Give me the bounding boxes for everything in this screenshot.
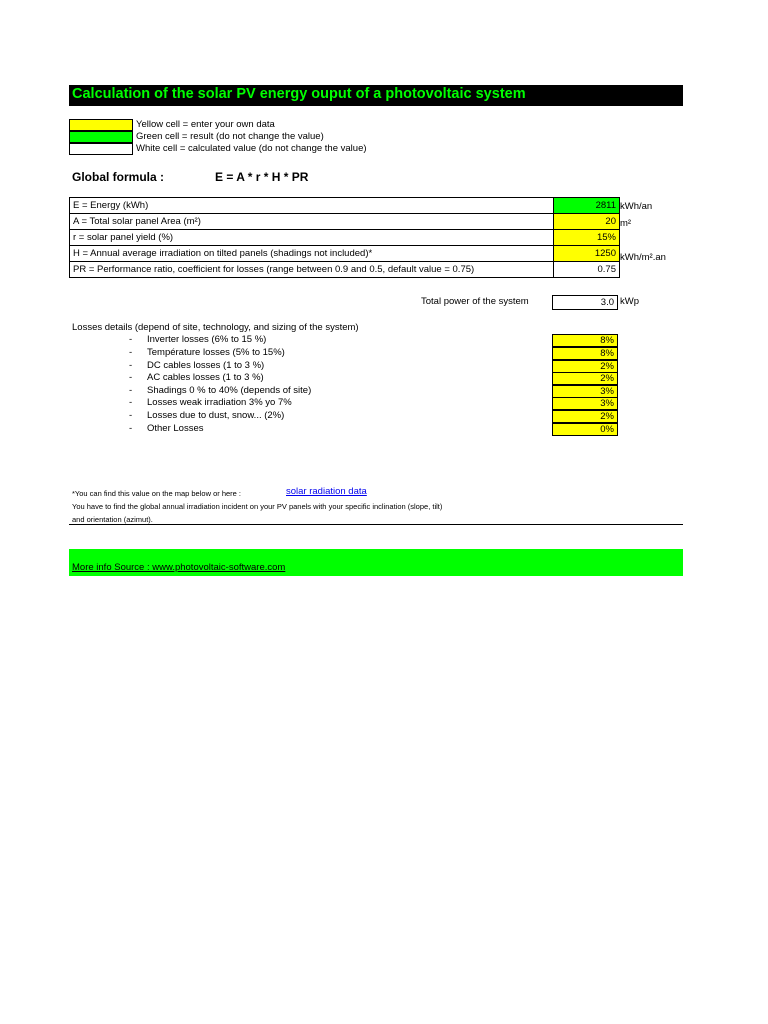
yield-label: r = solar panel yield (%) bbox=[70, 230, 554, 246]
calculation-table bbox=[69, 197, 620, 278]
loss-bullet: - bbox=[129, 372, 133, 383]
table-row bbox=[70, 262, 620, 278]
table-row bbox=[70, 214, 620, 230]
loss-input-shadings[interactable]: 3% bbox=[552, 385, 618, 398]
irradiation-input-cell[interactable]: 1250 bbox=[554, 246, 620, 262]
solar-radiation-data-link[interactable]: solar radiation data bbox=[286, 486, 367, 497]
energy-unit: kWh/an bbox=[620, 201, 653, 212]
note-line-2: You have to find the global annual irradiation incident on your PV panels with your specific inclination (slope, tilt) bbox=[72, 502, 443, 511]
loss-bullet: - bbox=[129, 334, 133, 345]
loss-label-inverter: Inverter losses (6% to 15 %) bbox=[147, 334, 267, 345]
loss-label-ac-cables: AC cables losses (1 to 3 %) bbox=[147, 372, 264, 383]
page-title: Calculation of the solar PV energy ouput of a photovoltaic system bbox=[72, 86, 526, 102]
area-input-cell[interactable]: 20 bbox=[554, 214, 620, 230]
loss-label-dust-snow: Losses due to dust, snow... (2%) bbox=[147, 410, 285, 421]
loss-label-other: Other Losses bbox=[147, 423, 204, 434]
loss-label-shadings: Shadings 0 % to 40% (depends of site) bbox=[147, 385, 312, 396]
loss-input-other[interactable]: 0% bbox=[552, 423, 618, 436]
legend-white-text: White cell = calculated value (do not change the value) bbox=[136, 143, 367, 154]
loss-input-dc-cables[interactable]: 2% bbox=[552, 360, 618, 373]
source-link[interactable]: More info Source : www.photovoltaic-software.com bbox=[72, 562, 286, 573]
table-row bbox=[70, 230, 620, 246]
energy-value-cell: 2811 bbox=[554, 198, 620, 214]
loss-bullet: - bbox=[129, 360, 133, 371]
loss-input-weak-irradiation[interactable]: 3% bbox=[552, 397, 618, 410]
loss-input-ac-cables[interactable]: 2% bbox=[552, 372, 618, 385]
loss-label-dc-cables: DC cables losses (1 to 3 %) bbox=[147, 360, 265, 371]
total-power-label: Total power of the system bbox=[421, 296, 529, 307]
note-line-3: and orientation (azimut). bbox=[72, 515, 153, 524]
loss-input-temperature[interactable]: 8% bbox=[552, 347, 618, 360]
losses-title: Losses details (depend of site, technology, and sizing of the system) bbox=[72, 322, 359, 333]
energy-label: E = Energy (kWh) bbox=[70, 198, 554, 214]
loss-bullet: - bbox=[129, 397, 133, 408]
loss-bullet: - bbox=[129, 423, 133, 434]
performance-ratio-label: PR = Performance ratio, coefficient for losses (range between 0.9 and 0.5, default value = 0.75) bbox=[70, 262, 554, 278]
divider bbox=[69, 524, 683, 525]
loss-bullet: - bbox=[129, 385, 133, 396]
loss-label-weak-irradiation: Losses weak irradiation 3% yo 7% bbox=[147, 397, 292, 408]
legend-green-swatch bbox=[69, 131, 133, 143]
area-label: A = Total solar panel Area (m²) bbox=[70, 214, 554, 230]
irradiation-unit: kWh/m².an bbox=[620, 252, 666, 263]
irradiation-label: H = Annual average irradiation on tilted panels (shadings not included)* bbox=[70, 246, 554, 262]
legend-yellow-swatch bbox=[69, 119, 133, 131]
yield-input-cell[interactable]: 15% bbox=[554, 230, 620, 246]
total-power-unit: kWp bbox=[620, 296, 639, 307]
table-row bbox=[70, 198, 620, 214]
loss-input-dust-snow[interactable]: 2% bbox=[552, 410, 618, 423]
note-line-1: *You can find this value on the map below or here : bbox=[72, 489, 241, 498]
legend-white-swatch bbox=[69, 143, 133, 155]
formula-expression: E = A * r * H * PR bbox=[215, 170, 309, 184]
total-power-value: 3.0 bbox=[552, 295, 618, 310]
formula-label: Global formula : bbox=[72, 170, 165, 184]
performance-ratio-cell: 0.75 bbox=[554, 262, 620, 278]
loss-label-temperature: Température losses (5% to 15%) bbox=[147, 347, 285, 358]
legend-green-text: Green cell = result (do not change the value) bbox=[136, 131, 324, 142]
loss-bullet: - bbox=[129, 410, 133, 421]
table-row bbox=[70, 246, 620, 262]
area-unit: m² bbox=[620, 218, 632, 229]
loss-bullet: - bbox=[129, 347, 133, 358]
loss-input-inverter[interactable]: 8% bbox=[552, 334, 618, 347]
legend-yellow-text: Yellow cell = enter your own data bbox=[136, 119, 275, 130]
